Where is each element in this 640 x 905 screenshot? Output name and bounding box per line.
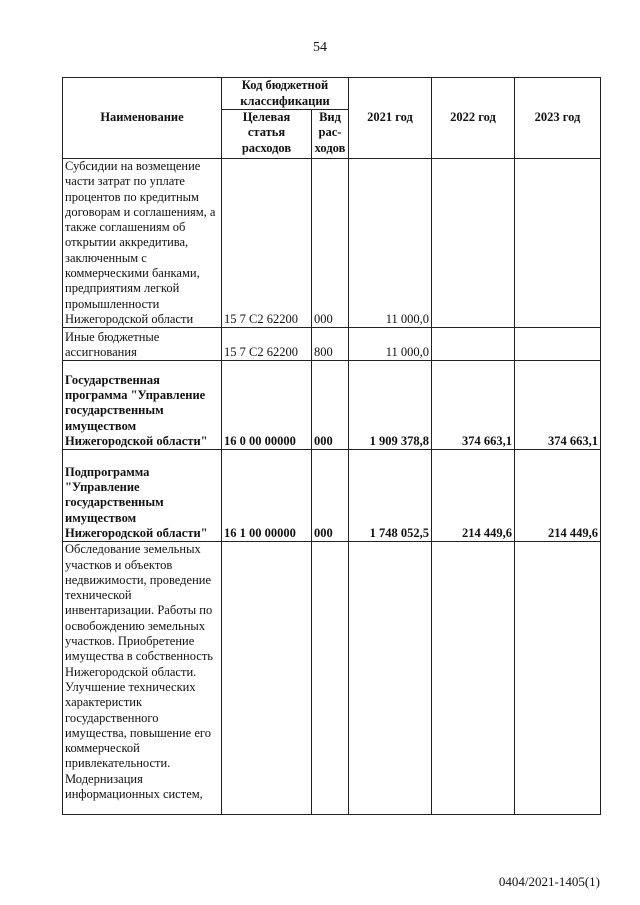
row-2022: [432, 159, 515, 328]
header-expense-type: Вид рас-ходов: [312, 110, 349, 159]
row-name: Подпрограмма "Управление государственным имуществом Нижегородской области": [63, 450, 222, 542]
header-target-article: Целевая статья расходов: [222, 110, 312, 159]
row-2023: 374 663,1: [515, 361, 601, 450]
row-target-article: [222, 542, 312, 815]
row-name: Обследование земельных участков и объектов недвижимости, проведение технической инвентаризации. Работы по освобождению земельных участков. Приобретение имущества в собственность Нижегородской области. Улучшение технических характеристик государственного имущества, повышение его коммерческой привлекательности. Модернизация информационных систем,: [63, 542, 222, 815]
row-2021: [349, 542, 432, 815]
table-row: [63, 159, 601, 328]
row-2021: 1 748 052,5: [349, 450, 432, 542]
budget-table: [62, 77, 601, 815]
row-2022: 374 663,1: [432, 361, 515, 450]
header-year-2022: 2022 год: [432, 78, 515, 159]
row-2021: 1 909 378,8: [349, 361, 432, 450]
row-2022: [432, 328, 515, 361]
table-row: [63, 361, 601, 450]
row-target-article: 16 0 00 00000: [222, 361, 312, 450]
row-2021: 11 000,0: [349, 328, 432, 361]
row-target-article: 15 7 С2 62200: [222, 328, 312, 361]
row-2023: [515, 159, 601, 328]
row-name: Субсидии на возмещение части затрат по уплате процентов по кредитным договорам и соглашениям, а также соглашениям об открытии аккредитива, заключенным с коммерческими банками, предприятиям легкой промышленности Нижегородской области: [63, 159, 222, 328]
row-target-article: 15 7 С2 62200: [222, 159, 312, 328]
header-year-2023: 2023 год: [515, 78, 601, 159]
row-name: Иные бюджетные ассигнования: [63, 328, 222, 361]
header-budget-code-group: Код бюджетной классификации: [222, 78, 349, 110]
header-year-2021: 2021 год: [349, 78, 432, 159]
row-2022: [432, 542, 515, 815]
row-expense-type: 000: [312, 159, 349, 328]
page-number: 54: [313, 40, 327, 55]
table-row: [63, 450, 601, 542]
row-2023: [515, 542, 601, 815]
row-expense-type: [312, 542, 349, 815]
row-2021: 11 000,0: [349, 159, 432, 328]
row-expense-type: 000: [312, 361, 349, 450]
table-row: [63, 328, 601, 361]
row-expense-type: 800: [312, 328, 349, 361]
row-2022: 214 449,6: [432, 450, 515, 542]
row-2023: 214 449,6: [515, 450, 601, 542]
row-name: Государственная программа "Управление государственным имуществом Нижегородской области": [63, 361, 222, 450]
row-expense-type: 000: [312, 450, 349, 542]
table-row: [63, 542, 601, 815]
header-name: Наименование: [63, 78, 222, 159]
row-target-article: 16 1 00 00000: [222, 450, 312, 542]
document-code: 0404/2021-1405(1): [498, 874, 600, 889]
row-2023: [515, 328, 601, 361]
